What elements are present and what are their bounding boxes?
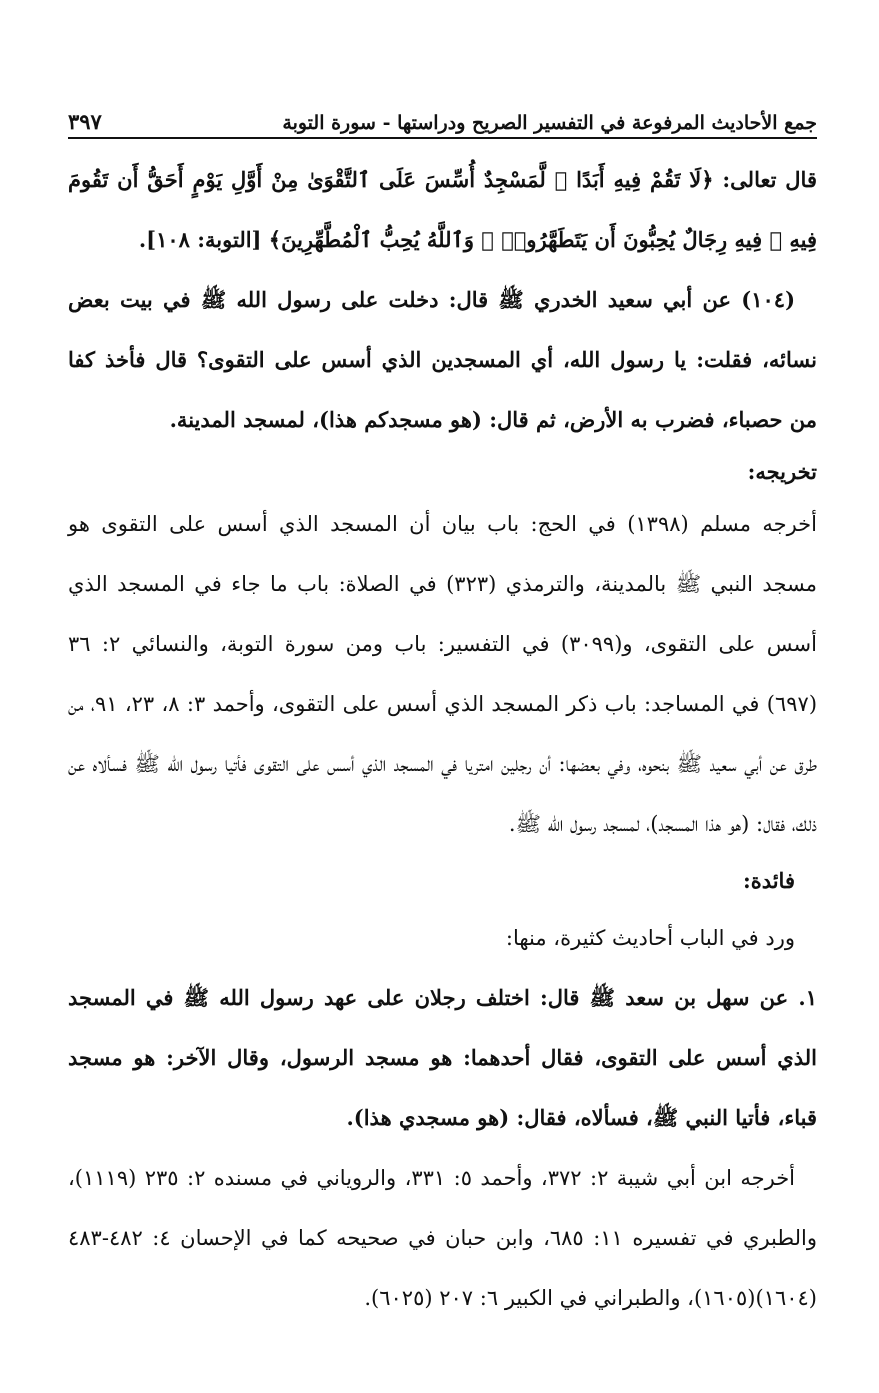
page-number: ٣٩٧ (68, 109, 102, 134)
takhrij-paragraph: أخرجه مسلم (١٣٩٨) في الحج: باب بيان أن المسجد الذي أسس على التقوى هو مسجد النبي ﷺ بالمدينة، والترمذي (٣٢٣) في الصلاة: باب ما جاء في المسجد الذي أسس على التقوى، و(٣٠٩٩) في التفسير: باب ومن سورة التوبة، والنسائي ٢: ٣٦ (٦٩٧) في المساجد: باب ذكر المسجد الذي أسس على التقوى، وأحمد ٣: ٨، ٢٣، ٩١، من طرق عن أبي سعيد ﷺ بنحوه، وفي بعضها: أن رجلين امتريا في المسجد الذي أسس على التقوى فأتيا رسول الله ﷺ فسألاه عن ذلك، فقال: (هو هذا المسجد)، لمسجد رسول الله ﷺ. (68, 512, 818, 836)
faida-heading: فائدة: (742, 868, 795, 893)
page-body (68, 150, 817, 1328)
faida-item-1-takhrij: أخرجه ابن أبي شيبة ٢: ٣٧٢، وأحمد ٥: ٣٣١، والروياني في مسنده ٢: ٢٣٥ (١١١٩)، والطبري في تفسيره ١١: ٦٨٥، وابن حبان في صحيحه كما في الإحسان ٤: ٤٨٢-٤٨٣ (١٦٠٤)(١٦٠٥)، والطبراني في الكبير ٦: ٢٠٧ (٦٠٢٥). (68, 1166, 817, 1310)
faida-intro: ورد في الباب أحاديث كثيرة، منها: (505, 926, 795, 950)
hadith-paragraph: (١٠٤) عن أبي سعيد الخدري ﷺ قال: دخلت على رسول الله ﷺ في بيت بعض نسائه، فقلت: يا رسول الله، أي المسجدين الذي أسس على التقوى؟ قال فأخذ كفا من حصباء، فضرب به الأرض، ثم قال: (هو مسجدكم هذا)، لمسجد المدينة. (68, 287, 817, 432)
quran-verse-paragraph: قال تعالى: ﴿لَا تَقُمْ فِيهِ أَبَدًا ۚ لَّمَسْجِدٌ أُسِّسَ عَلَى ٱلتَّقْوَىٰ مِنْ أَوَّلِ يَوْمٍ أَحَقُّ أَن تَقُومَ فِيهِ ۚ فِيهِ رِجَالٌ يُحِبُّونَ أَن يَتَطَهَّرُوا۟ ۚ وَٱللَّهُ يُحِبُّ ٱلْمُطَّهِّرِينَ﴾ [التوبة: ١٠٨]. (68, 167, 817, 252)
faida-item-1: ١. عن سهل بن سعد ﷺ قال: اختلف رجلان على عهد رسول الله ﷺ في المسجد الذي أسس على التقوى، فقال أحدهما: هو مسجد الرسول، وقال الآخر: هو مسجد قباء، فأتيا النبي ﷺ، فسألاه، فقال: (هو مسجدي هذا). (68, 985, 817, 1130)
takhrij-heading: تخريجه: (747, 459, 817, 484)
running-header (68, 104, 817, 139)
running-header-title: جمع الأحاديث المرفوعة في التفسير الصريح ودراستها - سورة التوبة (282, 112, 817, 134)
